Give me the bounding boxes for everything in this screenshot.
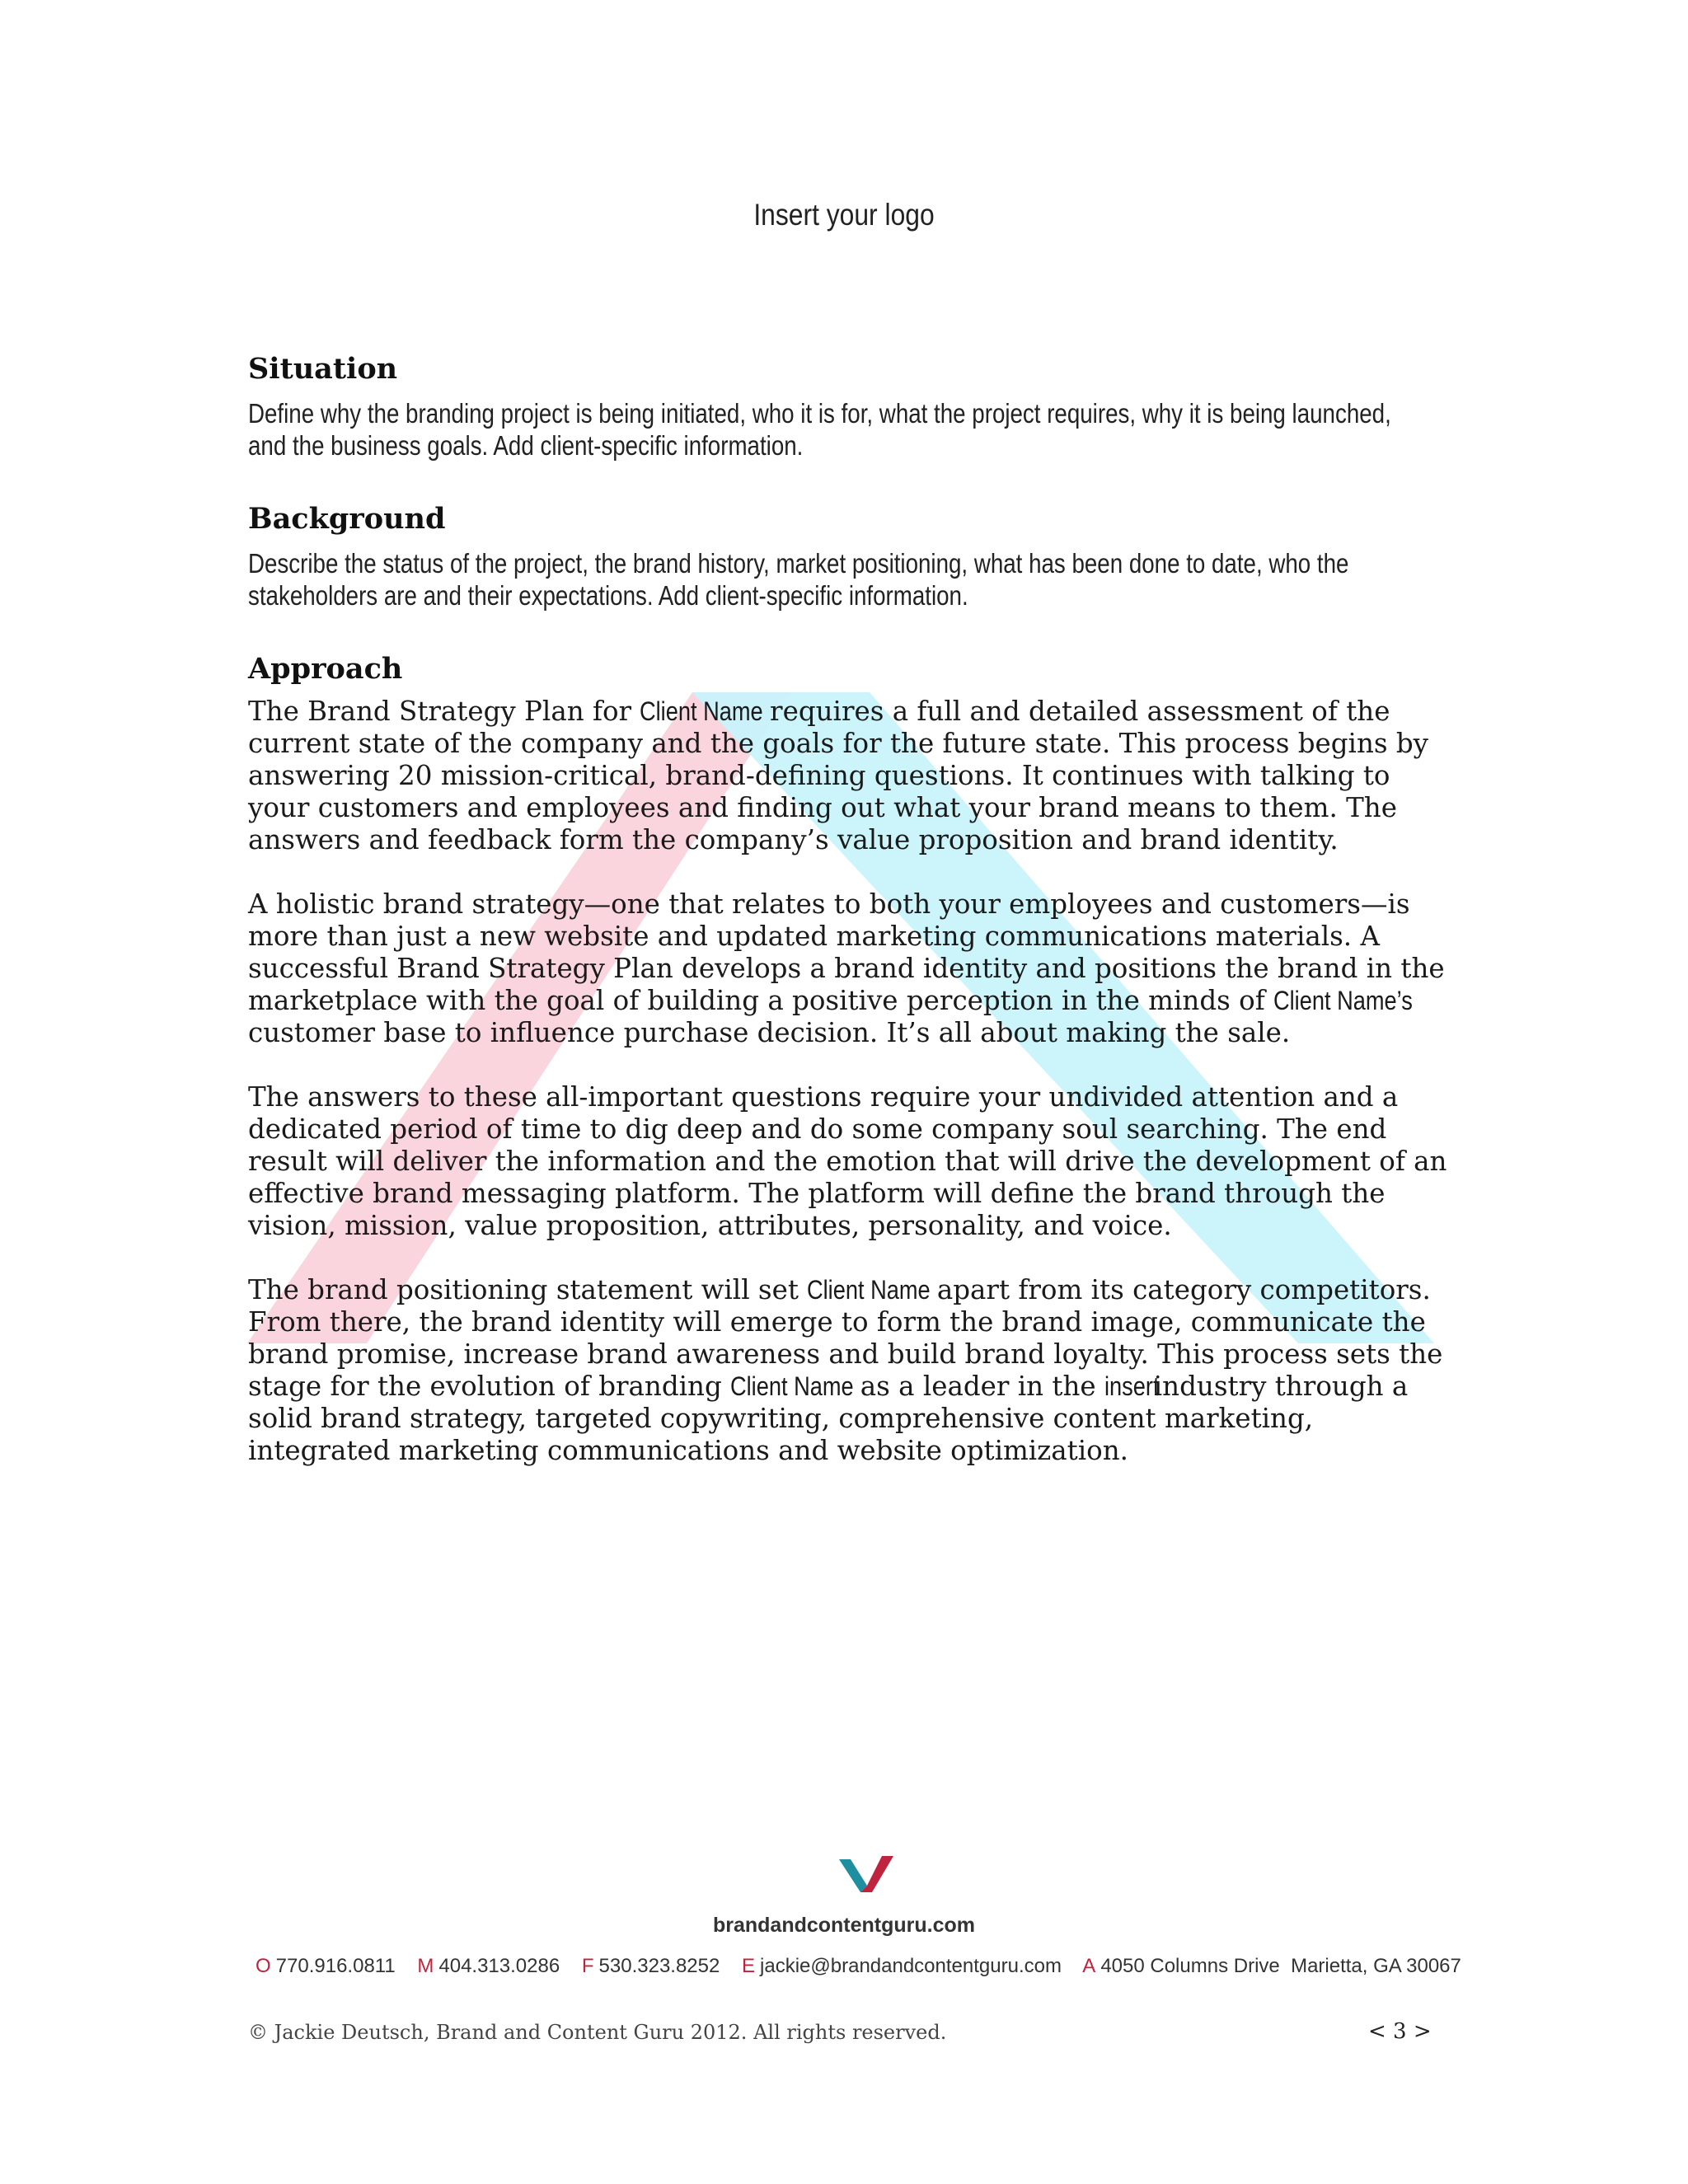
client-name-placeholder: Client Name: [807, 1275, 931, 1305]
text-run: customer base to influence purchase decision. It’s all about making the sale.: [248, 1017, 1291, 1048]
email-address: jackie@brandandcontentguru.com: [760, 1955, 1062, 1977]
text-run: The brand positioning statement will set: [248, 1274, 799, 1305]
page-number: < 3 >: [1368, 2019, 1432, 2044]
approach-paragraph-4: [248, 1274, 1451, 1467]
street-address: 4050 Columns Drive Marietta, GA 30067: [1100, 1955, 1461, 1977]
situation-heading: Situation: [248, 352, 398, 386]
document-body: [248, 348, 1451, 1467]
approach-paragraph-2: [248, 888, 1451, 1049]
text-run: industry through a solid brand strategy, targeted copywriting, comprehensive content marketing, integrated marketing communications and website optimization.: [248, 1371, 1409, 1466]
client-name-placeholder: Client Name: [640, 696, 764, 726]
copyright-notice: © Jackie Deutsch, Brand and Content Guru 2012. All rights reserved.: [248, 2021, 947, 2044]
brand-checkmark-logo: [839, 1856, 893, 1892]
email-label: E: [742, 1955, 756, 1977]
text-run: as a leader in the: [860, 1371, 1096, 1402]
client-name-placeholder: Client Name’s: [1273, 986, 1413, 1015]
text-run: apart from its category competitors. From there, the brand identity will emerge to form the brand image, communicate the brand promise, increase brand awareness and build brand loyalty. This process sets the stage for the evolution of branding: [248, 1274, 1443, 1402]
industry-placeholder: insert: [1104, 1371, 1160, 1401]
mobile-phone: 404.313.0286: [438, 1955, 560, 1977]
situation-text: Define why the branding project is being initiated, who it is for, what the project requires, why it is being launched, and the business goals. Add client-specific information.: [248, 398, 1391, 461]
address-label: A: [1082, 1955, 1096, 1977]
text-run: requires a full and detailed assessment of the current state of the company and the goals for the future state. This process begins by answering 20 mission-critical, brand-defining questions. It continues with talking to your customers and employees and finding out what your brand means to them. The answers and feedback form the company’s value proposition and brand identity.: [248, 696, 1429, 855]
text-run: The Brand Strategy Plan for: [248, 696, 632, 727]
approach-paragraph-3: The answers to these all-important questions require your undivided attention and a dedicated period of time to dig deep and do some company soul searching. The end result will deliver the information and the emotion that will drive the development of an effective brand messaging platform. The platform will define the brand through the vision, mission, value proposition, attributes, personality, and voice.: [248, 1081, 1447, 1241]
logo-placeholder: Insert your logo: [753, 198, 935, 232]
client-name-placeholder: Client Name: [730, 1371, 854, 1401]
footer-contact-row: [256, 1955, 1475, 1978]
background-heading: Background: [248, 502, 446, 536]
fax-label: F: [581, 1955, 594, 1977]
office-phone: 770.916.0811: [275, 1955, 396, 1977]
approach-paragraph-1: [248, 696, 1451, 856]
logo-teal-stroke: [839, 1859, 867, 1892]
footer-website: brandandcontentguru.com: [712, 1914, 976, 1937]
mobile-label: M: [417, 1955, 434, 1977]
text-run: A holistic brand strategy—one that relates to both your employees and customers—is more than just a new website and updated marketing communications materials. A successful Brand Strategy Plan develops a brand identity and positions the brand in the marketplace with the goal of building a positive perception in the minds of: [248, 888, 1445, 1016]
approach-heading: Approach: [248, 652, 403, 686]
background-text: Describe the status of the project, the brand history, market positioning, what has been done to date, who the stakeholders are and their expectations. Add client-specific information.: [248, 548, 1349, 611]
office-label: O: [256, 1955, 271, 1977]
fax-number: 530.323.8252: [598, 1955, 720, 1977]
